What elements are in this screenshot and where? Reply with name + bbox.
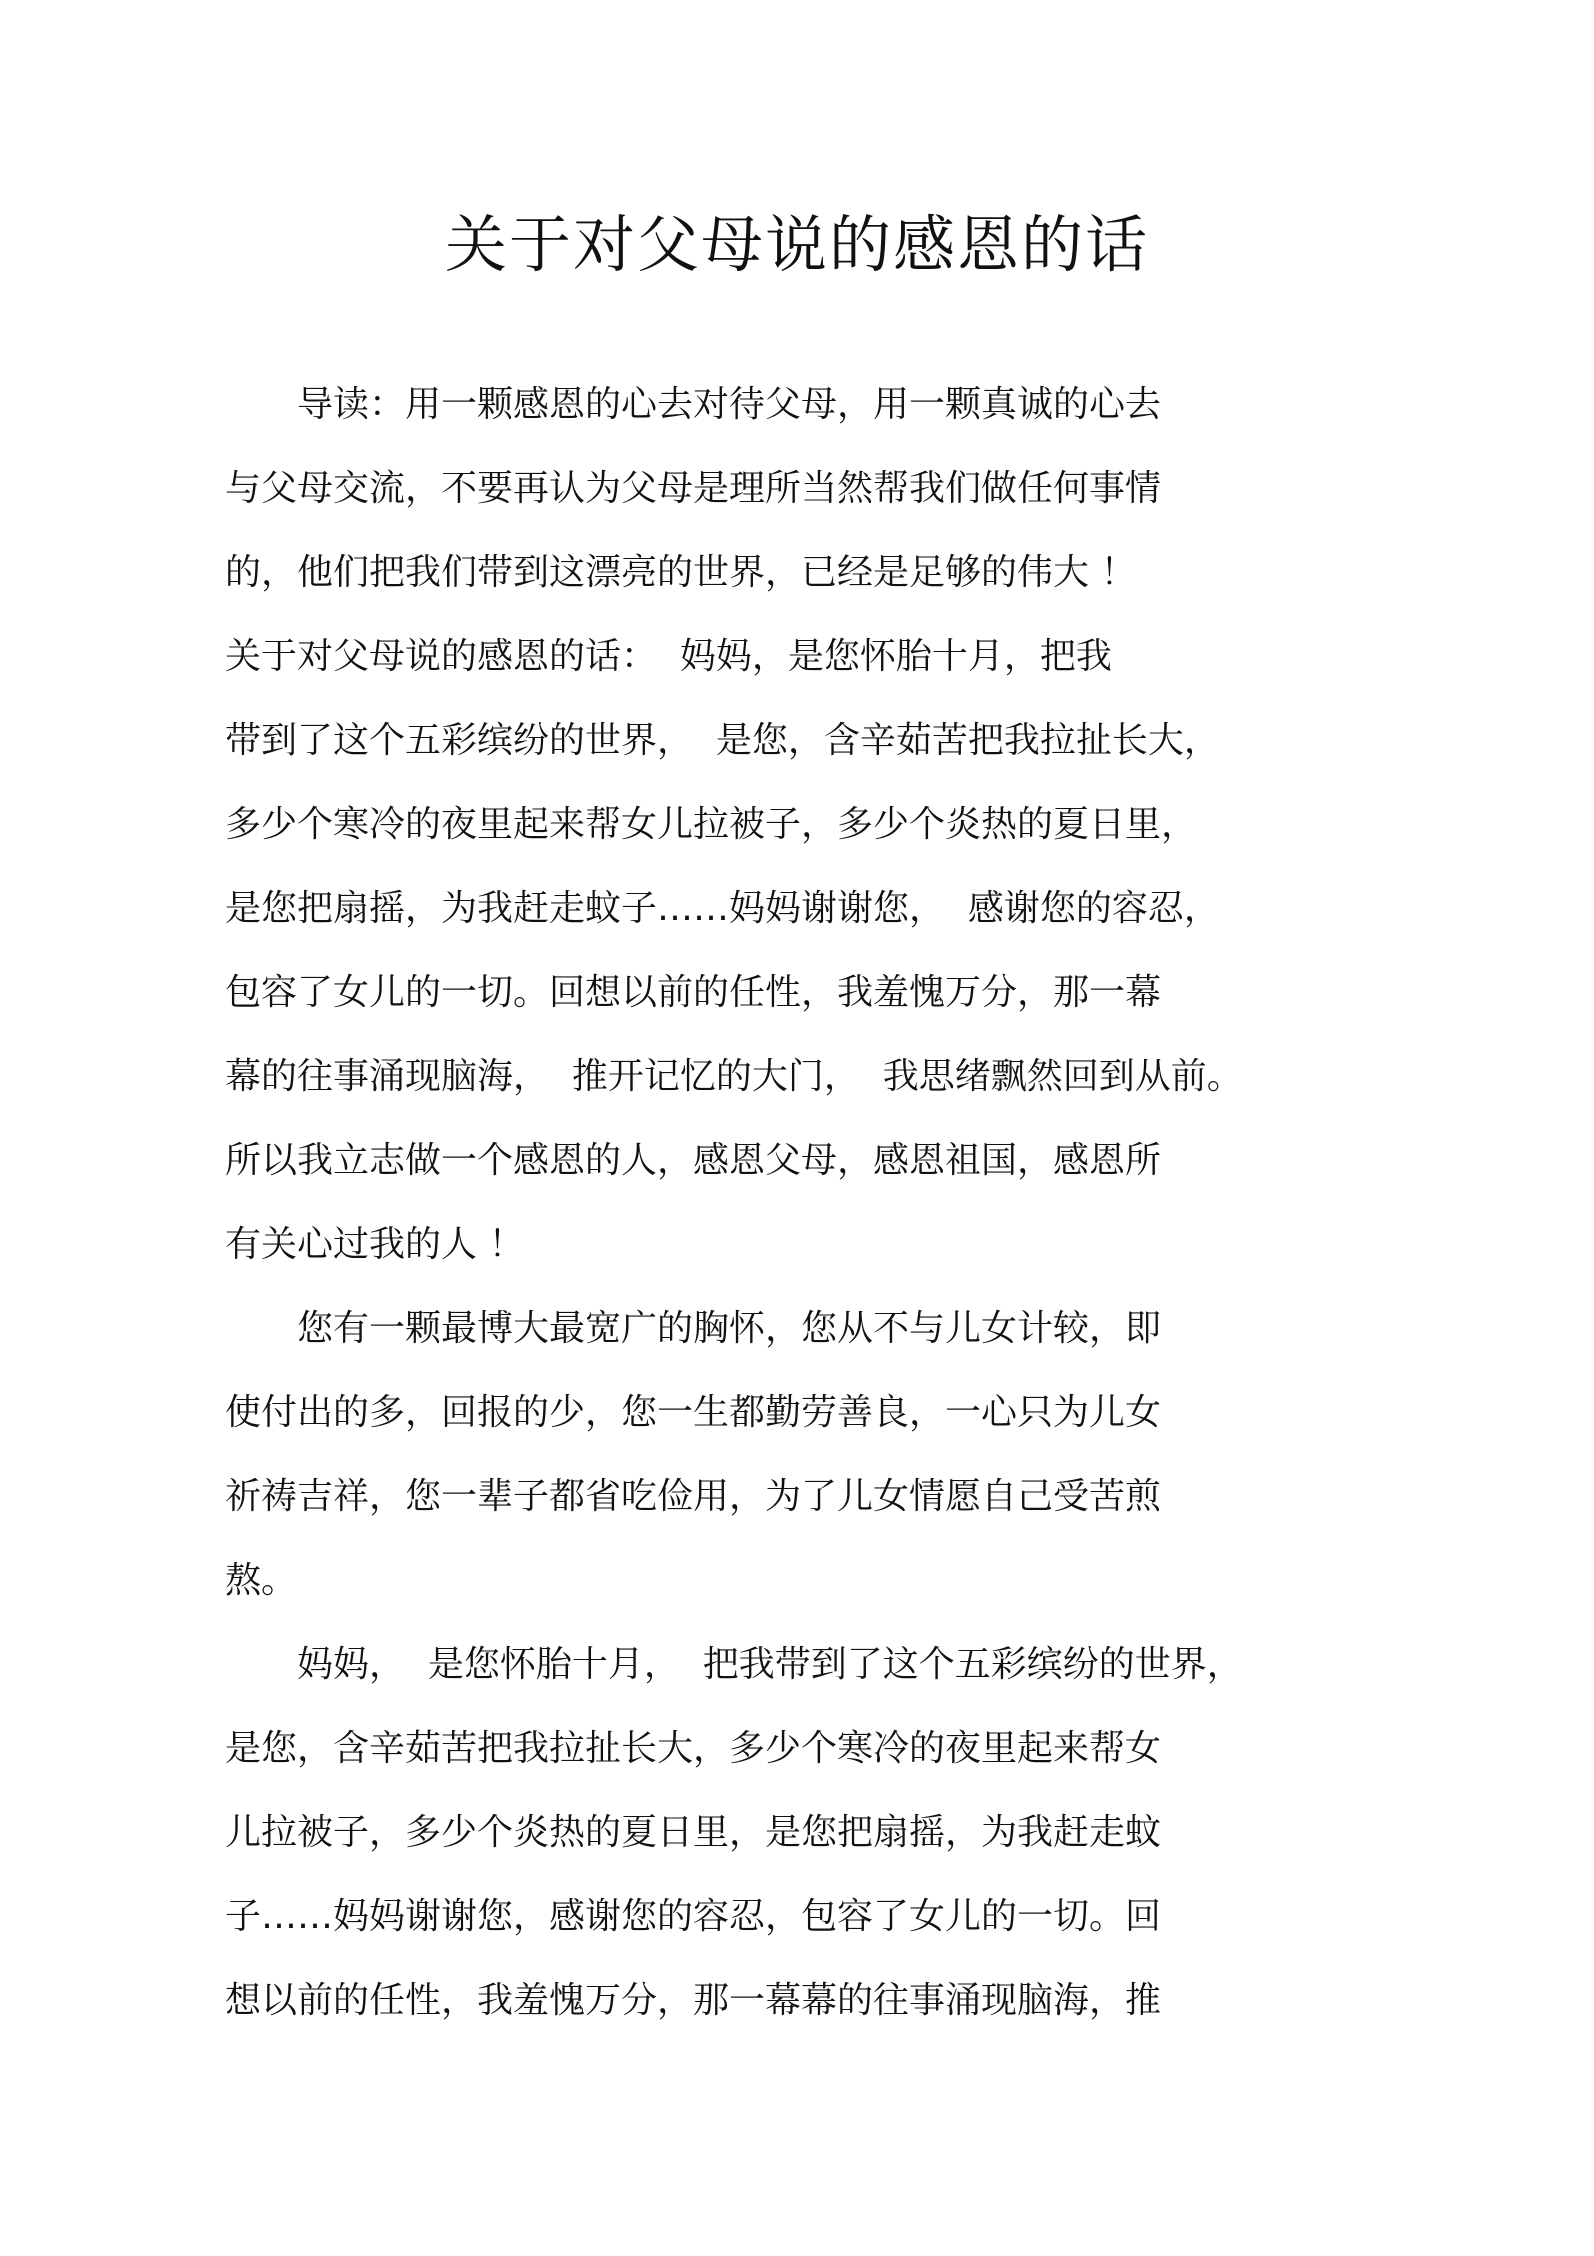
text-line: 所以我立志做一个感恩的人，感恩父母，感恩祖国，感恩所	[225, 1140, 1162, 1181]
text-line: 祈祷吉祥，您一辈子都省吃俭用，为了儿女情愿自己受苦煎	[225, 1476, 1162, 1517]
text-line: 是您把扇摇，为我赶走蚊子……妈妈谢谢您， 感谢您的容忍，	[225, 888, 1220, 929]
text-line: 的，他们把我们带到这漂亮的世界，已经是足够的伟大 ！	[225, 552, 1137, 593]
document-body	[225, 363, 1265, 2043]
text-line: 导读：用一颗感恩的心去对待父母，用一颗真诚的心去	[225, 384, 1162, 425]
text-line: 您有一颗最博大最宽广的胸怀，您从不与儿女计较，即	[225, 1308, 1162, 1349]
text-line: 多少个寒冷的夜里起来帮女儿拉被子，多少个炎热的夏日里，	[225, 804, 1198, 845]
text-line: 带到了这个五彩缤纷的世界， 是您，含辛茹苦把我拉扯长大，	[225, 720, 1220, 761]
text-line: 与父母交流，不要再认为父母是理所当然帮我们做任何事情	[225, 468, 1162, 509]
document-title: 关于对父母说的感恩的话	[444, 208, 1149, 281]
text-line: 妈妈， 是您怀胎十月， 把我带到了这个五彩缤纷的世界，	[225, 1644, 1243, 1685]
text-line: 儿拉被子，多少个炎热的夏日里，是您把扇摇，为我赶走蚊	[225, 1812, 1162, 1853]
text-line: 熬。	[225, 1560, 298, 1601]
text-line: 是您，含辛茹苦把我拉扯长大，多少个寒冷的夜里起来帮女	[225, 1728, 1162, 1769]
text-line: 关于对父母说的感恩的话： 妈妈，是您怀胎十月，把我	[225, 636, 1112, 677]
text-line: 包容了女儿的一切。回想以前的任性，我羞愧万分，那一幕	[225, 972, 1162, 1013]
text-line: 使付出的多，回报的少，您一生都勤劳善良，一心只为儿女	[225, 1392, 1162, 1433]
text-line: 想以前的任性，我羞愧万分，那一幕幕的往事涌现脑海，推	[225, 1980, 1162, 2021]
text-line: 有关心过我的人 ！	[225, 1224, 525, 1265]
text-line: 幕的往事涌现脑海， 推开记忆的大门， 我思绪飘然回到从前。	[225, 1056, 1243, 1097]
text-line: 子……妈妈谢谢您，感谢您的容忍，包容了女儿的一切。回	[225, 1896, 1162, 1937]
